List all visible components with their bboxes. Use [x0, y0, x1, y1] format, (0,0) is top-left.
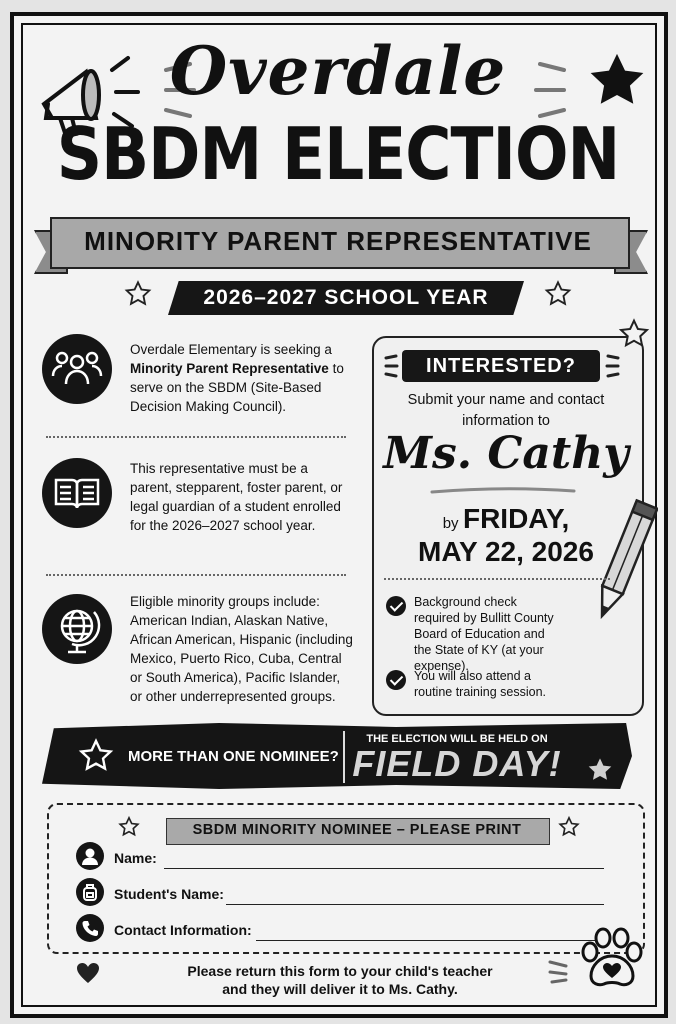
election-held-on: THE ELECTION WILL BE HELD ON — [366, 733, 548, 745]
return-instructions — [120, 962, 560, 998]
star-outline-icon — [124, 280, 152, 308]
burst-lines-left — [382, 352, 400, 380]
dotted-divider — [384, 578, 610, 580]
interested-heading: INTERESTED? — [426, 355, 576, 377]
info-p1-bold: Minority Parent Representative — [130, 361, 329, 376]
deadline-date: MAY 22, 2026 — [418, 536, 594, 567]
star-outline-icon — [118, 816, 140, 838]
pencil-icon — [588, 494, 658, 634]
nominee-question: MORE THAN ONE NOMINEE? — [128, 748, 339, 765]
subtitle-banner-text: MINORITY PARENT REPRESENTATIVE — [84, 226, 592, 256]
contact-person-name: Ms. Cathy — [383, 428, 629, 479]
student-name-label: Student's Name: — [114, 886, 224, 902]
backpack-icon — [76, 878, 104, 906]
contact-info-field[interactable] — [256, 926, 604, 941]
check-item-2: You will also attend a routine training session. — [414, 669, 547, 699]
heart-icon — [76, 962, 100, 984]
school-name-title: Overdale — [169, 32, 507, 110]
name-field[interactable] — [164, 854, 604, 869]
star-outline-icon — [78, 738, 114, 774]
contact-info-label: Contact Information: — [114, 922, 252, 938]
dotted-divider — [46, 436, 346, 438]
info-paragraph-2: This representative must be a parent, stepparent, foster parent, or legal guardian of a student enrolled for the 2026–2027 school year. — [130, 461, 343, 533]
field-day-text: FIELD DAY! — [352, 743, 562, 784]
submit-instructions: Submit your name and contact information to — [407, 392, 605, 429]
paw-icon — [576, 922, 648, 994]
check-item-1: Background check required by Bullitt County Board of Education and the State of KY (at your expense). — [414, 595, 554, 673]
people-icon — [42, 334, 112, 404]
underline-swash — [428, 484, 578, 496]
form-title: SBDM MINORITY NOMINEE – PLEASE PRINT — [192, 822, 522, 838]
check-icon — [386, 670, 406, 690]
globe-icon — [42, 594, 112, 664]
deadline-day: FRIDAY, — [462, 503, 570, 534]
dotted-divider — [46, 574, 346, 576]
name-label: Name: — [114, 850, 157, 866]
check-icon — [386, 596, 406, 616]
book-icon — [42, 458, 112, 528]
burst-lines-right — [604, 352, 622, 380]
star-outline-icon — [558, 816, 580, 838]
info-paragraph-1 — [130, 340, 350, 416]
info-p1-text-b: to serve on the SBDM (Site-Based Decision Making Council). — [130, 361, 344, 414]
band-divider — [343, 731, 345, 783]
phone-icon — [76, 914, 104, 942]
footer-line-2: and they will deliver it to Ms. Cathy. — [222, 981, 458, 997]
school-year-text: 2026–2027 SCHOOL YEAR — [203, 286, 489, 309]
student-name-field[interactable] — [226, 890, 604, 905]
star-outline-icon — [544, 280, 572, 308]
info-paragraph-3: Eligible minority groups include: American Indian, Alaskan Native, African American, Hispanic (including Mexico, Puerto Rico, Cuba, Central or South America), Pacific Islander, or other underrepresented groups. — [130, 594, 353, 704]
person-icon — [76, 842, 104, 870]
info-p1-text-a: Overdale Elementary is seeking a — [130, 342, 332, 357]
by-word: by — [442, 515, 459, 532]
star-icon — [586, 756, 614, 784]
burst-lines-left — [546, 956, 572, 986]
footer-line-1: Please return this form to your child's teacher — [187, 963, 493, 979]
election-title: SBDM ELECTION — [56, 112, 620, 197]
star-outline-icon — [618, 318, 650, 350]
